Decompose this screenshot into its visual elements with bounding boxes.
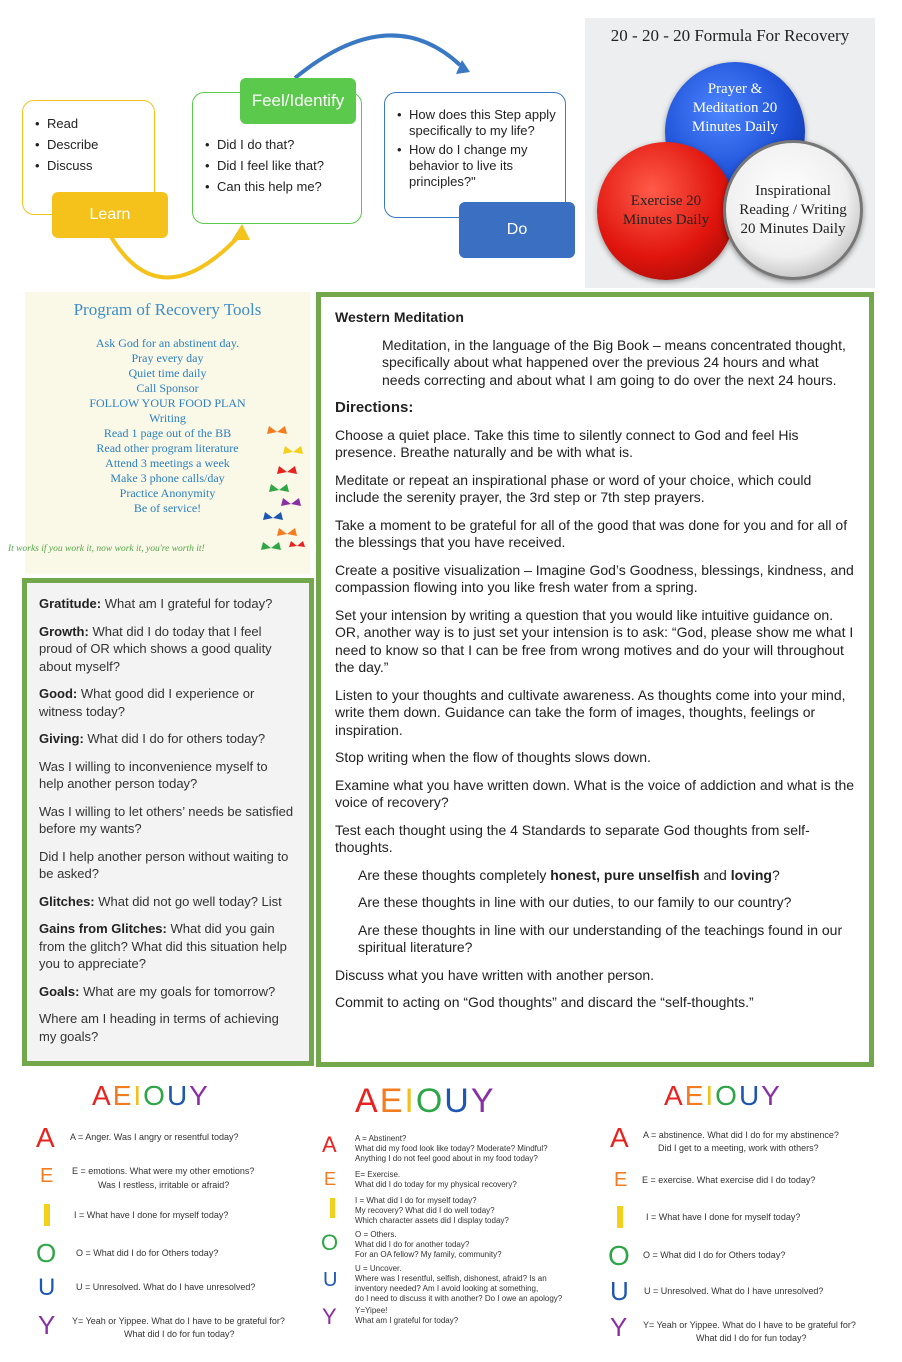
col3-u: U = Unresolved. What do I have unresolved?: [644, 1286, 824, 1296]
col1-u: U = Unresolved. What do I have unresolved?: [76, 1282, 256, 1292]
tool-item: Call Sponsor: [136, 381, 199, 395]
tool-item: Practice Anonymity: [119, 486, 216, 500]
col1-y1: Y= Yeah or Yippee. What do I have to be grateful for?: [72, 1316, 285, 1326]
gratitude-question: What did not go well today? List: [94, 893, 282, 909]
tool-item: Writing: [149, 411, 186, 425]
direction-paragraph: Commit to acting on “God thoughts” and discard the “self-thoughts.”: [335, 994, 754, 1010]
title-letter: Y: [189, 1080, 210, 1111]
gratitude-question: Did I help another person without waiting to be asked?: [39, 848, 289, 881]
gratitude-label: Goals:: [39, 983, 80, 999]
direction-paragraph: Stop writing when the flow of thoughts slows down.: [335, 749, 651, 765]
do-item: • How does this Step apply specifically to my life?: [397, 107, 562, 139]
meditation-intro: Meditation, in the language of the Big Book – means concentrated thought, specifically about what happened over the previous 24 hours and what needs correcting and about what I am going to do over the next 24 hours.: [382, 336, 846, 388]
col1-o: O = What did I do for Others today?: [76, 1248, 219, 1258]
gratitude-question: What did I do for others today?: [83, 731, 266, 746]
exercise-text: Exercise 20 Minutes Daily: [622, 193, 710, 228]
butterflies-icon: [257, 422, 309, 562]
direction-paragraph: Create a positive visualization – Imagine God’s Goodness, blessings, kindness, and compassion flowing into you like fresh water from a spring.: [335, 561, 854, 595]
reading-text: Inspirational Reading / Writing 20 Minutes Daily: [739, 182, 847, 237]
title-letter: Y: [761, 1080, 782, 1111]
direction-paragraph: Listen to your thoughts and cultivate awareness. As thoughts come into your mind, write them down. Guidance can take the form of images, thoughts, feelings or inspiration.: [335, 686, 846, 738]
feel-item: • Did I feel like that?: [205, 158, 324, 174]
gratitude-label: Good:: [39, 686, 78, 701]
col3-y2: What did I do for fun today?: [696, 1333, 807, 1343]
col1-e2: Was I restless, irritable or afraid?: [98, 1180, 230, 1190]
gratitude-item: [39, 1010, 294, 1045]
tools-title: Program of Recovery Tools: [73, 300, 262, 319]
directions-heading: Directions:: [335, 399, 414, 416]
title-letter: O: [715, 1080, 739, 1111]
learn-item: • Describe: [35, 137, 98, 153]
letter-u: U: [323, 1269, 338, 1291]
letter-e: E: [614, 1169, 628, 1191]
col3-a1: A = abstinence. What did I do for my abstinence?: [643, 1130, 839, 1140]
gratitude-item: [39, 623, 294, 676]
title-letter: A: [664, 1080, 685, 1111]
letter-a: A: [36, 1122, 55, 1153]
reading-circle: [723, 140, 863, 280]
tool-item: Attend 3 meetings a week: [105, 456, 230, 470]
direction-paragraph: Examine what you have written down. What is the voice of addiction and what is the voice of recovery?: [335, 776, 855, 810]
aeiouy-title-2: [355, 1082, 496, 1121]
tool-item: Make 3 phone calls/day: [110, 471, 225, 485]
tool-item: Be of service!: [133, 501, 202, 515]
q1-and: and: [699, 866, 731, 883]
do-box: [384, 92, 566, 218]
col1-y2: What did I do for fun today?: [124, 1329, 235, 1339]
gratitude-item: [39, 685, 294, 720]
gratitude-item: [39, 920, 294, 973]
letter-y: Y: [610, 1312, 628, 1342]
gratitude-question: What did I do today that I feel proud of OR which shows a good quality about myself?: [39, 623, 272, 674]
title-letter: U: [444, 1082, 471, 1120]
standard-question: [335, 867, 857, 885]
title-letter: I: [404, 1082, 416, 1120]
title-letter: I: [705, 1080, 716, 1111]
title-letter: Y: [470, 1082, 496, 1120]
col1-a: A = Anger. Was I angry or resentful today?: [70, 1132, 239, 1142]
letter-y: Y: [38, 1310, 56, 1340]
gratitude-item: [39, 848, 294, 883]
exercise-circle: [597, 142, 735, 280]
title-letter: O: [143, 1080, 167, 1111]
title-letter: E: [684, 1080, 706, 1111]
tool-item: Pray every day: [131, 351, 204, 365]
direction-paragraph: Set your intension by writing a question that you would like intuitive guidance on. OR, another way is to just set your intension is to ask: “God, please show me what I need to know so that I can be free from wrong motives and do your will throughout the day.”: [335, 606, 854, 675]
gratitude-question: What am I grateful for today?: [101, 596, 273, 611]
formula-title: 20 - 20 - 20 Formula For Recovery: [610, 26, 850, 45]
gratitude-label: Giving:: [39, 731, 84, 746]
gratitude-item: [39, 893, 294, 911]
col3-a2: Did I get to a meeting, work with others?: [658, 1143, 819, 1153]
letter-u: U: [38, 1274, 56, 1301]
learn-tag: Learn: [52, 192, 168, 238]
direction-paragraph: Take a moment to be grateful for all of the good that was done for you and for all of the blessings that you have received.: [335, 516, 848, 550]
direction-paragraph: Meditate or repeat an inspirational phase or word of your choice, which could include the serenity prayer, the 3rd step or 7th step prayers.: [335, 471, 812, 505]
title-letter: U: [738, 1080, 762, 1111]
gratitude-question: What did you gain from the glitch? What did this situation help you to appreciate?: [39, 921, 287, 971]
letter-e: E: [324, 1169, 337, 1189]
col2-o: O = Others. What did I do for another today? For an OA fellow? My family, community?: [355, 1230, 502, 1259]
aeiouy-title: [92, 1080, 210, 1112]
meditation-title: Western Meditation: [335, 309, 464, 325]
tool-item: Ask God for an abstinent day.: [95, 336, 240, 350]
letter-o: O: [321, 1230, 339, 1255]
col1-e1: E = emotions. What were my other emotions?: [72, 1166, 255, 1176]
gratitude-question: Where am I heading in terms of achieving my goals?: [39, 1011, 279, 1044]
gratitude-item: [39, 595, 294, 613]
col2-e: E= Exercise. What did I do today for my physical recovery?: [355, 1170, 517, 1189]
col3-o: O = What did I do for Others today?: [643, 1250, 786, 1260]
gratitude-label: Growth:: [39, 623, 89, 639]
feel-tag: Feel/Identify: [240, 78, 356, 124]
tool-item: Quiet time daily: [128, 366, 207, 380]
title-letter: A: [92, 1080, 113, 1111]
col2-i: I = What did I do for myself today? My recovery? What did I do well today? Which character assets did I display today?: [355, 1196, 509, 1225]
title-letter: A: [355, 1082, 380, 1120]
aeiouy-title-3: [664, 1080, 782, 1112]
q1-bold: honest, pure unselfish: [550, 866, 700, 883]
do-item: • How do I change my behavior to live its principles?": [397, 142, 562, 190]
q1-loving: loving: [730, 866, 772, 883]
gratitude-label: Gains from Glitches:: [39, 921, 167, 936]
tool-item: Read other program literature: [96, 441, 239, 455]
letter-y: Y: [322, 1304, 337, 1329]
gratitude-item: [39, 803, 294, 838]
direction-paragraph: Discuss what you have written with another person.: [335, 966, 655, 983]
gratitude-label: Glitches:: [39, 893, 95, 909]
col2-u: U = Uncover. Where was I resentful, selfish, dishonest, afraid? Is an inventory needed? Am I avoid looking at something, do I need to discuss it with another? Do I owe an apology?: [355, 1264, 563, 1303]
tool-item: Read 1 page out of the BB: [103, 426, 232, 440]
gratitude-item: [39, 758, 294, 793]
letter-i: [617, 1206, 623, 1228]
do-tag: Do: [459, 202, 575, 258]
feel-item: • Can this help me?: [205, 179, 324, 195]
recovery-tools-panel: [25, 292, 310, 574]
letter-o: O: [608, 1240, 630, 1271]
letter-a: A: [322, 1132, 337, 1157]
standard-question: Are these thoughts in line with our understanding of the teachings found in our spiritual literature?: [358, 921, 843, 955]
gratitude-question: Was I willing to inconvenience myself to help another person today?: [39, 758, 268, 791]
gratitude-label: Gratitude:: [39, 596, 102, 611]
letter-i: [330, 1198, 335, 1218]
gratitude-item: [39, 983, 294, 1001]
direction-paragraph: Choose a quiet place. Take this time to silently connect to God and feel His presence. Breathe naturally and be with what is.: [335, 426, 799, 460]
title-letter: O: [415, 1082, 445, 1120]
gratitude-question: What good did I experience or witness today?: [39, 686, 255, 719]
prayer-text: Prayer & Meditation 20 Minutes Daily: [691, 81, 779, 135]
title-letter: I: [133, 1080, 144, 1111]
gratitude-list: [39, 595, 294, 1055]
letter-e: E: [40, 1165, 54, 1187]
formula-panel: [585, 18, 875, 288]
gratitude-question: Was I willing to let others’ needs be satisfied before my wants?: [39, 803, 294, 836]
learn-item: • Read: [35, 116, 98, 132]
col2-a: A = Abstinent? What did my food look like today? Moderate? Mindful? Anything I do not feel good about in my food today?: [355, 1134, 548, 1163]
col2-y: Y=Yipee! What am I grateful for today?: [355, 1306, 459, 1325]
title-letter: U: [166, 1080, 190, 1111]
letter-a: A: [610, 1122, 629, 1153]
col1-i: I = What have I done for myself today?: [74, 1210, 229, 1220]
letter-u: U: [610, 1276, 629, 1306]
col3-e: E = exercise. What exercise did I do today?: [642, 1175, 816, 1185]
q1-text: Are these thoughts completely: [358, 866, 551, 883]
tools-footer: It works if you work it, now work it, you're worth it!: [8, 544, 205, 554]
q1-end: ?: [771, 866, 780, 883]
direction-paragraph: Test each thought using the 4 Standards to separate God thoughts from self-thoughts.: [335, 821, 810, 855]
gratitude-question: What are my goals for tomorrow?: [79, 983, 276, 999]
gratitude-item: [39, 730, 294, 748]
feel-item: • Did I do that?: [205, 137, 324, 153]
tool-item: FOLLOW YOUR FOOD PLAN: [89, 396, 246, 410]
learn-item: • Discuss: [35, 158, 98, 174]
gratitude-panel: [22, 578, 314, 1066]
letter-o: O: [36, 1238, 57, 1268]
title-letter: E: [379, 1082, 405, 1120]
standard-question: Are these thoughts in line with our duties, to our family to our country?: [358, 894, 792, 910]
col3-y1: Y= Yeah or Yippee. What do I have to be grateful for?: [643, 1320, 856, 1330]
meditation-panel: [316, 292, 874, 1067]
col3-i: I = What have I done for myself today?: [646, 1212, 801, 1222]
title-letter: E: [112, 1080, 134, 1111]
letter-i: [44, 1204, 50, 1226]
